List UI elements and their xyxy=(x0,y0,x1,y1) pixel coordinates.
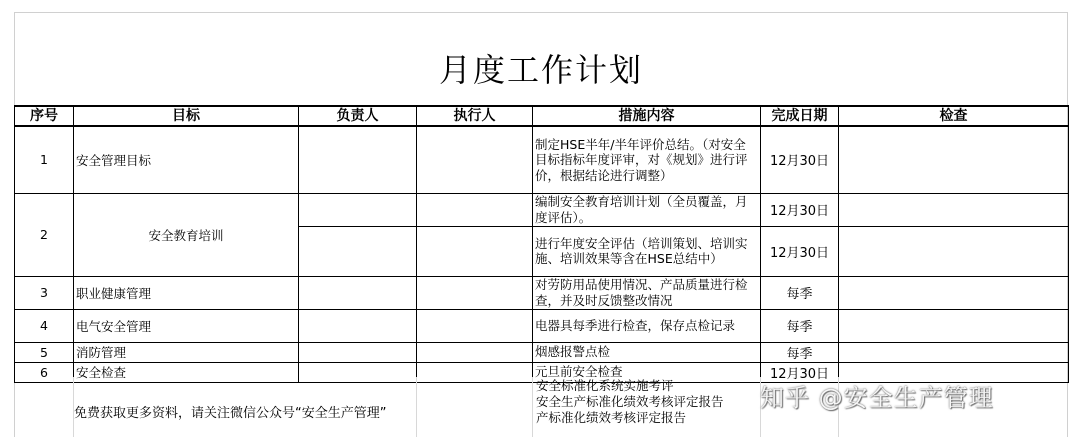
cell-no[interactable]: 4 xyxy=(15,309,74,342)
cell-no[interactable]: 1 xyxy=(15,126,74,193)
header-due[interactable]: 完成日期 xyxy=(761,106,839,126)
cell-check[interactable] xyxy=(839,126,1069,193)
gridline xyxy=(416,377,417,437)
header-row xyxy=(15,106,1069,126)
header-executor[interactable]: 执行人 xyxy=(417,106,533,126)
cell-owner[interactable] xyxy=(299,193,417,226)
cell-goal[interactable]: 电气安全管理 xyxy=(74,309,299,342)
header-no[interactable]: 序号 xyxy=(15,106,74,126)
cell-executor[interactable] xyxy=(417,342,533,362)
header-owner[interactable]: 负责人 xyxy=(299,106,417,126)
cell-check[interactable] xyxy=(839,276,1069,309)
gridline xyxy=(532,377,533,437)
cell-measure[interactable]: 元旦前安全检查 xyxy=(533,362,761,382)
promo-notice: 免费获取更多资料，请关注微信公众号“安全生产管理” xyxy=(74,406,387,421)
cell-due[interactable]: 每季 xyxy=(761,342,839,362)
table-row xyxy=(15,276,1069,309)
cell-measure[interactable]: 进行年度安全评估（培训策划、培训实施、培训效果等含在HSE总结中） xyxy=(533,226,761,276)
cell-due[interactable]: 12月30日 xyxy=(761,362,839,382)
cell-due[interactable]: 12月30日 xyxy=(761,126,839,193)
header-goal[interactable]: 目标 xyxy=(74,106,299,126)
cell-check[interactable] xyxy=(839,226,1069,276)
cell-owner[interactable] xyxy=(299,226,417,276)
cell-executor[interactable] xyxy=(417,309,533,342)
table-row xyxy=(15,309,1069,342)
table-row xyxy=(15,193,1069,226)
cell-owner[interactable] xyxy=(299,309,417,342)
watermark: 知乎 @安全生产管理 xyxy=(760,384,994,412)
cell-check[interactable] xyxy=(839,342,1069,362)
cell-no[interactable]: 5 xyxy=(15,342,74,362)
cell-goal[interactable]: 消防管理 xyxy=(74,342,299,362)
page-title: 月度工作计划 xyxy=(438,51,643,89)
table-row xyxy=(15,342,1069,362)
cell-executor[interactable] xyxy=(417,226,533,276)
cell-executor[interactable] xyxy=(417,276,533,309)
cell-executor[interactable] xyxy=(417,126,533,193)
cell-due[interactable]: 12月30日 xyxy=(761,226,839,276)
cell-due[interactable]: 12月30日 xyxy=(761,193,839,226)
cell-measure[interactable]: 烟感报警点检 xyxy=(533,342,761,362)
cell-no[interactable]: 2 xyxy=(15,193,74,276)
cell-check[interactable] xyxy=(839,193,1069,226)
header-check[interactable]: 检查 xyxy=(839,106,1069,126)
cell-measure[interactable]: 编制安全教育培训计划（全员覆盖，月度评估）。 xyxy=(533,193,761,226)
cell-measure[interactable]: 制定HSE半年/半年评价总结。（对安全目标指标年度评审，对《规划》进行评价，根据结论进行调整） xyxy=(533,126,761,193)
cell-goal[interactable]: 职业健康管理 xyxy=(74,276,299,309)
plan-table xyxy=(14,105,1069,383)
cell-owner[interactable] xyxy=(299,276,417,309)
cell-no[interactable]: 6 xyxy=(15,362,74,382)
table-row xyxy=(15,126,1069,193)
cell-goal[interactable]: 安全教育培训 xyxy=(74,193,299,276)
header-measures[interactable]: 措施内容 xyxy=(533,106,761,126)
cell-owner[interactable] xyxy=(299,126,417,193)
cell-owner[interactable] xyxy=(299,342,417,362)
cell-measure[interactable]: 电器具每季进行检查，保存点检记录 xyxy=(533,309,761,342)
cell-measure[interactable]: 对劳防用品使用情况、产品质量进行检查，并及时反馈整改情况 xyxy=(533,276,761,309)
extra-measure-line[interactable]: 安全标准化系统实施考评 xyxy=(536,378,674,393)
cell-due[interactable]: 每季 xyxy=(761,309,839,342)
cell-due[interactable]: 每季 xyxy=(761,276,839,309)
cell-executor[interactable] xyxy=(417,193,533,226)
cell-goal[interactable]: 安全管理目标 xyxy=(74,126,299,193)
extra-measure-line[interactable]: 产标准化绩效考核评定报告 xyxy=(536,410,687,425)
cell-no[interactable]: 3 xyxy=(15,276,74,309)
cell-check[interactable] xyxy=(839,309,1069,342)
cell-goal[interactable]: 安全检查 xyxy=(74,362,299,382)
title-area xyxy=(14,12,1068,105)
extra-measure-line[interactable]: 安全生产标准化绩效考核评定报告 xyxy=(536,394,724,409)
